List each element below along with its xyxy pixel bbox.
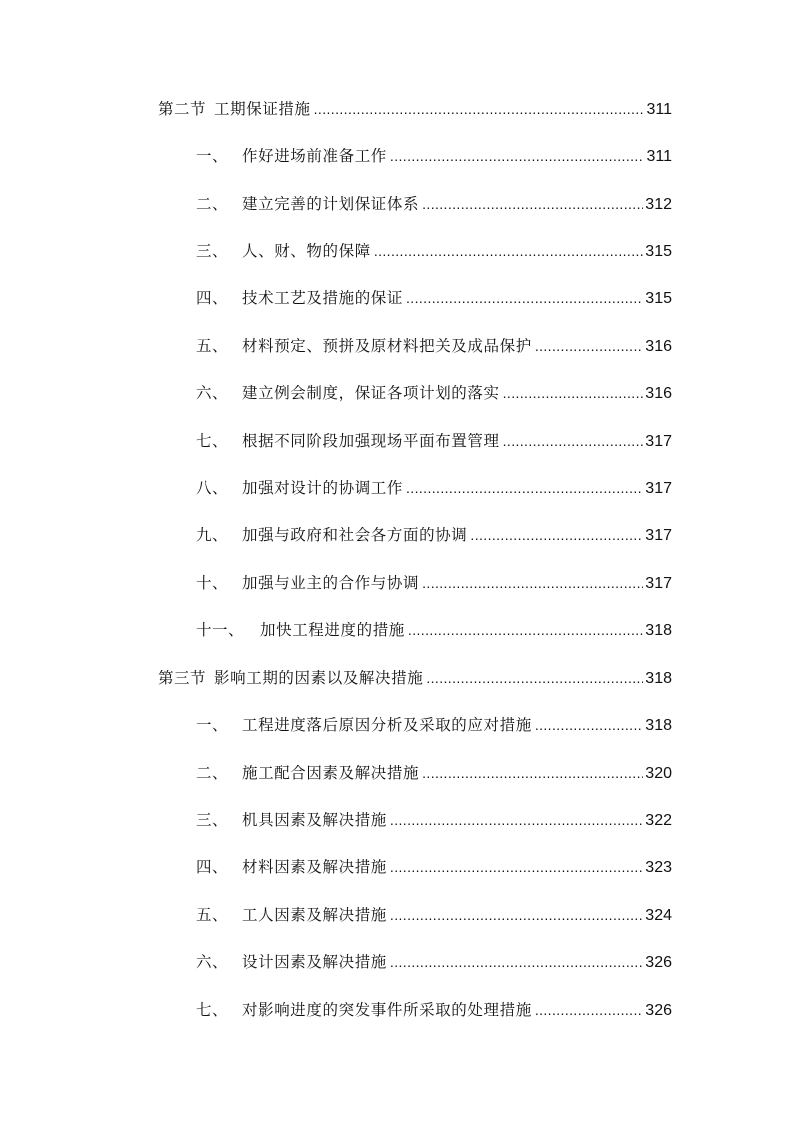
dot-leader [406, 286, 643, 310]
toc-entry-page: 324 [645, 907, 672, 924]
dot-leader [426, 666, 643, 690]
toc-entry[interactable] [196, 761, 672, 785]
toc-entry-page: 326 [645, 954, 672, 971]
toc-entry-number: 十、 [196, 574, 229, 592]
toc-entry-title: 材料因素及解决措施 [242, 858, 387, 876]
dot-leader [470, 523, 643, 547]
toc-entry[interactable] [196, 334, 672, 358]
toc-entry-number: 三、 [196, 811, 229, 829]
dot-leader [374, 239, 643, 263]
dot-leader [390, 903, 643, 927]
toc-entry-number: 第三节 [158, 669, 207, 687]
toc-entry-title: 工期保证措施 [214, 100, 311, 118]
dot-leader [390, 808, 643, 832]
toc-entry[interactable] [196, 476, 672, 500]
dot-leader [406, 476, 643, 500]
dot-leader [422, 192, 643, 216]
toc-entry[interactable] [196, 903, 672, 927]
toc-entry-title: 加强与业主的合作与协调 [242, 574, 420, 592]
toc-entry-title: 机具因素及解决措施 [242, 811, 387, 829]
toc-entry-title: 加快工程进度的措施 [260, 621, 405, 639]
toc-entry[interactable] [196, 192, 672, 216]
toc-entry-title: 加强对设计的协调工作 [242, 479, 404, 497]
dot-leader [535, 334, 643, 358]
toc-entry-page: 317 [645, 575, 672, 592]
toc-entry-title: 施工配合因素及解决措施 [242, 764, 420, 782]
toc-entry[interactable] [196, 429, 672, 453]
toc-entry-number: 二、 [196, 195, 229, 213]
dot-leader [422, 761, 643, 785]
toc-entry-number: 八、 [196, 479, 229, 497]
toc-entry-title: 作好进场前准备工作 [242, 147, 387, 165]
dot-leader [390, 855, 643, 879]
toc-entry-title: 技术工艺及措施的保证 [242, 289, 404, 307]
toc-entry-page: 322 [645, 812, 672, 829]
toc-entry[interactable] [196, 239, 672, 263]
dot-leader [390, 950, 643, 974]
toc-entry[interactable] [196, 855, 672, 879]
toc-entry-title: 对影响进度的突发事件所采取的处理措施 [242, 1001, 532, 1019]
toc-entry-title: 设计因素及解决措施 [242, 953, 387, 971]
dot-leader [314, 97, 645, 121]
dot-leader [422, 571, 643, 595]
toc-entry-page: 312 [645, 196, 672, 213]
toc-entry-number: 六、 [196, 953, 229, 971]
toc-entry-number: 二、 [196, 764, 229, 782]
dot-leader [503, 381, 644, 405]
toc-entry-title: 影响工期的因素以及解决措施 [214, 669, 424, 687]
toc-entry-page: 311 [646, 148, 672, 165]
toc-entry-title: 工程进度落后原因分析及采取的应对措施 [242, 716, 532, 734]
toc-entry-page: 311 [646, 101, 672, 118]
toc-entry-number: 六、 [196, 384, 229, 402]
toc-entry-page: 318 [645, 622, 672, 639]
toc-entry-number: 七、 [196, 1001, 229, 1019]
toc-entry[interactable] [196, 950, 672, 974]
toc-entry-page: 316 [645, 338, 672, 355]
toc-entry-number: 十一、 [196, 621, 245, 639]
toc-entry-page: 317 [645, 433, 672, 450]
dot-leader [503, 429, 644, 453]
toc-entry[interactable] [196, 571, 672, 595]
toc-entry-section-2[interactable] [158, 97, 672, 121]
toc-entry[interactable] [196, 618, 672, 642]
toc-entry-title: 人、财、物的保障 [242, 242, 371, 260]
toc-entry-number: 五、 [196, 337, 229, 355]
toc-entry-page: 316 [645, 385, 672, 402]
toc-entry-page: 317 [645, 527, 672, 544]
toc-entry[interactable] [196, 144, 672, 168]
toc-entry-page: 315 [645, 290, 672, 307]
toc-entry-page: 320 [645, 765, 672, 782]
dot-leader [535, 713, 643, 737]
toc-entry-title: 根据不同阶段加强现场平面布置管理 [242, 432, 500, 450]
toc-entry-title: 工人因素及解决措施 [242, 906, 387, 924]
toc-entry-page: 326 [645, 1002, 672, 1019]
toc-entry-title: 加强与政府和社会各方面的协调 [242, 526, 468, 544]
toc-entry-section-3[interactable] [158, 666, 672, 690]
toc-entry-number: 四、 [196, 289, 229, 307]
toc-entry-number: 三、 [196, 242, 229, 260]
toc-entry[interactable] [196, 808, 672, 832]
toc-entry[interactable] [196, 713, 672, 737]
toc-entry-page: 323 [645, 859, 672, 876]
toc-entry-title: 建立完善的计划保证体系 [242, 195, 420, 213]
toc-entry-page: 315 [645, 243, 672, 260]
toc-entry-number: 一、 [196, 716, 229, 734]
toc-entry-title: 建立例会制度，保证各项计划的落实 [242, 384, 500, 402]
toc-entry-title: 材料预定、预拼及原材料把关及成品保护 [242, 337, 532, 355]
toc-entry-number: 第二节 [158, 100, 207, 118]
dot-leader [390, 144, 645, 168]
toc-entry-number: 七、 [196, 432, 229, 450]
toc-entry-page: 317 [645, 480, 672, 497]
toc-entry-number: 九、 [196, 526, 229, 544]
dot-leader [408, 618, 643, 642]
toc-entry[interactable] [196, 381, 672, 405]
toc-entry[interactable] [196, 523, 672, 547]
toc-entry-number: 四、 [196, 858, 229, 876]
toc-entry-page: 318 [645, 670, 672, 687]
toc-entry[interactable] [196, 286, 672, 310]
toc-entry-number: 五、 [196, 906, 229, 924]
dot-leader [535, 998, 643, 1022]
toc-entry-number: 一、 [196, 147, 229, 165]
toc-entry[interactable] [196, 998, 672, 1022]
toc-entry-page: 318 [645, 717, 672, 734]
